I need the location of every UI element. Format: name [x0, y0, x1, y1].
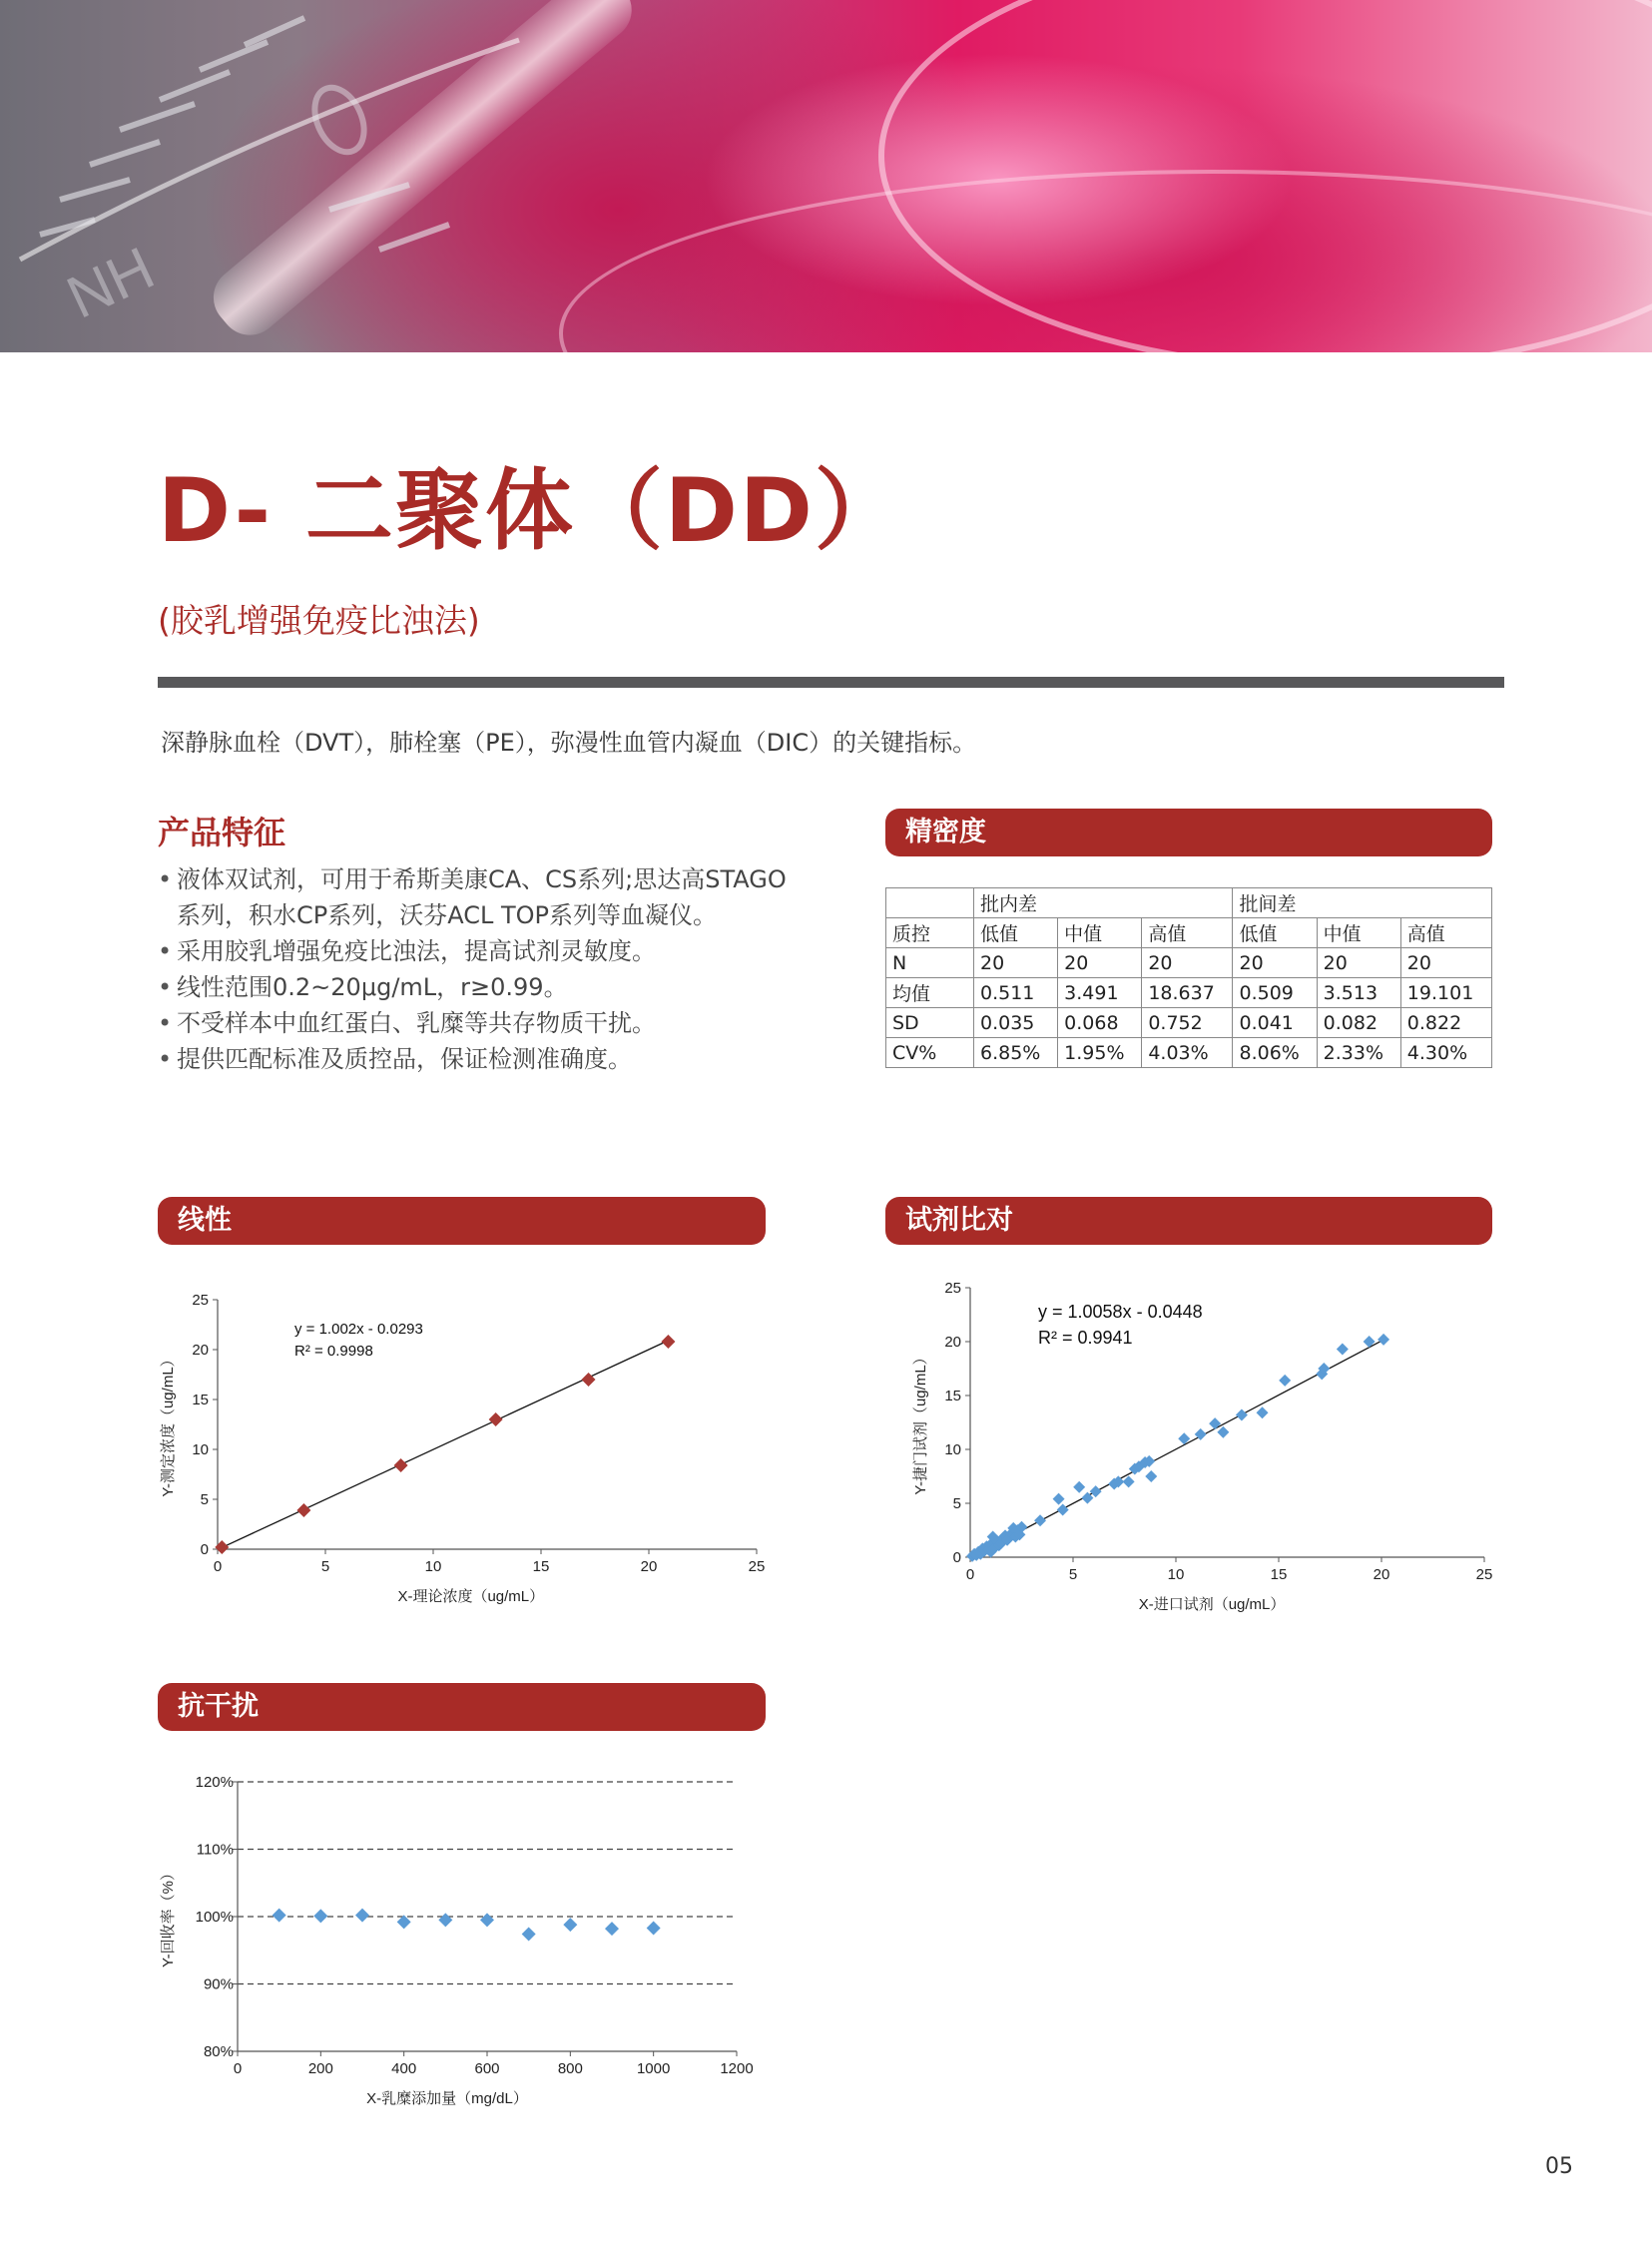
table-cell: 6.85%	[974, 1038, 1058, 1068]
data-point	[480, 1913, 494, 1927]
equation-label: y = 1.002x - 0.0293	[294, 1321, 423, 1338]
x-tick-label: 0	[213, 1558, 223, 1575]
x-tick-label: 600	[474, 2060, 500, 2077]
linearity-chart	[150, 1278, 769, 1627]
y-tick-label: 10	[944, 1441, 961, 1458]
equation-label: y = 1.0058x - 0.0448	[1038, 1302, 1203, 1322]
page-number: 05	[1545, 2154, 1573, 2179]
table-cell: 3.491	[1058, 978, 1142, 1008]
table-cell: 20	[1317, 948, 1400, 978]
table-cell: 0.822	[1400, 1008, 1491, 1038]
list-item: • 液体双试剂，可用于希斯美康CA、CS系列;思达高STAGO系列，积水CP系列，沃芬ACL TOP系列等血凝仪。	[158, 861, 797, 933]
data-point	[522, 1928, 536, 1942]
data-point	[1257, 1406, 1269, 1418]
table-cell: 20	[1400, 948, 1491, 978]
table-cell: 2.33%	[1317, 1038, 1400, 1068]
table-cell: 0.752	[1142, 1008, 1233, 1038]
intro-text: 深静脉血栓（DVT），肺栓塞（PE），弥漫性血管内凝血（DIC）的关键指标。	[161, 729, 977, 757]
data-point	[563, 1918, 577, 1932]
y-tick-label: 20	[944, 1334, 961, 1351]
linearity-heading: 线性	[158, 1197, 766, 1245]
y-tick-label: 5	[200, 1491, 209, 1508]
data-point	[1209, 1417, 1221, 1429]
y-tick-label: 80%	[203, 2043, 234, 2060]
y-tick-label: 15	[944, 1388, 961, 1404]
page-title: D- 二聚体（DD）	[158, 459, 904, 562]
table-cell: 0.509	[1233, 978, 1317, 1008]
table-row	[886, 1008, 1492, 1038]
y-tick-label: 5	[952, 1495, 961, 1512]
x-axis-label: X-理论浓度（ug/mL）	[397, 1588, 545, 1605]
y-axis-label: Y-回收率（%）	[160, 1866, 177, 1967]
data-point	[1145, 1470, 1157, 1482]
y-tick-label: 20	[192, 1342, 209, 1359]
data-point	[489, 1412, 503, 1426]
features-list	[158, 861, 797, 1077]
table-cell: 3.513	[1317, 978, 1400, 1008]
interference-heading: 抗干扰	[158, 1683, 766, 1731]
x-axis-label: X-乳糜添加量（mg/dL）	[366, 2090, 528, 2107]
x-tick-label: 15	[1270, 1566, 1288, 1583]
data-point	[1073, 1481, 1085, 1493]
trendline	[222, 1341, 668, 1547]
table-cell: 0.511	[974, 978, 1058, 1008]
y-tick-label: 10	[192, 1441, 209, 1458]
petri-dish	[878, 0, 1652, 352]
data-point	[1279, 1375, 1291, 1387]
comparison-chart	[878, 1268, 1497, 1637]
x-tick-label: 10	[1167, 1566, 1185, 1583]
data-point	[1217, 1426, 1229, 1438]
y-tick-label: 25	[192, 1292, 209, 1309]
x-axis-label: X-进口试剂（ug/mL）	[1138, 1596, 1286, 1613]
measurement-scale	[0, 0, 699, 352]
table-cell: CV%	[886, 1038, 974, 1068]
table-cell: 20	[1233, 948, 1317, 978]
table-row	[886, 948, 1492, 978]
table-cell	[886, 888, 974, 918]
table-cell: 批间差	[1233, 888, 1492, 918]
data-point	[355, 1909, 369, 1923]
table-cell: 批内差	[974, 888, 1233, 918]
table-cell: SD	[886, 1008, 974, 1038]
table-cell: 中值	[1058, 918, 1142, 948]
x-tick-label: 400	[391, 2060, 417, 2077]
table-cell: 0.035	[974, 1008, 1058, 1038]
table-cell: 低值	[974, 918, 1058, 948]
data-point	[1090, 1485, 1102, 1497]
table-cell: 1.95%	[1058, 1038, 1142, 1068]
table-row	[886, 888, 1492, 918]
data-point	[1034, 1514, 1046, 1526]
y-axis-label: Y-捷门试剂（ug/mL）	[912, 1350, 929, 1495]
x-tick-label: 1000	[636, 2060, 671, 2077]
data-point	[313, 1909, 327, 1923]
table-cell: 8.06%	[1233, 1038, 1317, 1068]
table-cell: 20	[1142, 948, 1233, 978]
table-cell: 4.30%	[1400, 1038, 1491, 1068]
list-item: • 提供匹配标准及质控品，保证检测准确度。	[158, 1041, 797, 1077]
precision-heading: 精密度	[885, 809, 1492, 856]
table-cell: 低值	[1233, 918, 1317, 948]
data-point	[647, 1921, 661, 1935]
scale-label: NH	[57, 234, 165, 331]
table-cell: 20	[1058, 948, 1142, 978]
x-tick-label: 200	[307, 2060, 333, 2077]
table-cell: 0.082	[1317, 1008, 1400, 1038]
y-tick-label: 0	[200, 1541, 209, 1558]
table-row	[886, 918, 1492, 948]
data-point	[438, 1913, 452, 1927]
comparison-heading: 试剂比对	[885, 1197, 1492, 1245]
table-cell: 20	[974, 948, 1058, 978]
y-tick-label: 90%	[203, 1975, 234, 1993]
list-item: • 线性范围0.2~20μg/mL，r≥0.99。	[158, 969, 797, 1005]
x-tick-label: 800	[557, 2060, 583, 2077]
data-point	[1377, 1334, 1389, 1346]
table-cell: N	[886, 948, 974, 978]
list-item: • 采用胶乳增强免疫比浊法，提高试剂灵敏度。	[158, 933, 797, 969]
data-point	[605, 1922, 619, 1936]
data-point	[1236, 1408, 1248, 1420]
y-tick-label: 110%	[196, 1841, 234, 1859]
x-tick-label: 20	[640, 1558, 658, 1575]
y-tick-label: 100%	[195, 1909, 234, 1926]
table-cell: 质控	[886, 918, 974, 948]
divider	[158, 677, 1504, 688]
data-point	[394, 1458, 408, 1472]
table-cell: 0.041	[1233, 1008, 1317, 1038]
r-squared-label: R² = 0.9998	[294, 1342, 373, 1360]
page-subtitle: (胶乳增强免疫比浊法)	[158, 601, 480, 640]
y-axis-label: Y-测定浓度（ug/mL）	[160, 1352, 177, 1497]
x-tick-label: 0	[233, 2060, 243, 2077]
r-squared-label: R² = 0.9941	[1038, 1328, 1133, 1349]
x-tick-label: 20	[1373, 1566, 1390, 1583]
table-cell: 中值	[1317, 918, 1400, 948]
list-item: • 不受样本中血红蛋白、乳糜等共存物质干扰。	[158, 1005, 797, 1041]
table-cell: 19.101	[1400, 978, 1491, 1008]
data-point	[273, 1909, 286, 1923]
x-tick-label: 25	[748, 1558, 766, 1575]
data-point	[1123, 1475, 1135, 1487]
data-point	[296, 1503, 310, 1517]
data-point	[661, 1335, 675, 1349]
table-cell: 0.068	[1058, 1008, 1142, 1038]
table-cell: 均值	[886, 978, 974, 1008]
table-row	[886, 978, 1492, 1008]
x-tick-label: 10	[424, 1558, 442, 1575]
y-tick-label: 15	[192, 1392, 209, 1408]
data-point	[1057, 1503, 1069, 1515]
y-tick-label: 120%	[195, 1774, 234, 1791]
table-row	[886, 1038, 1492, 1068]
y-tick-label: 25	[944, 1280, 961, 1297]
x-tick-label: 25	[1475, 1566, 1493, 1583]
x-tick-label: 5	[1068, 1566, 1078, 1583]
hero-image	[0, 0, 1652, 352]
x-tick-label: 0	[965, 1566, 975, 1583]
table-cell: 4.03%	[1142, 1038, 1233, 1068]
table-cell: 高值	[1142, 918, 1233, 948]
y-tick-label: 0	[952, 1549, 961, 1566]
features-heading: 产品特征	[158, 814, 286, 851]
interference-chart	[150, 1762, 789, 2111]
data-point	[1337, 1344, 1349, 1356]
x-tick-label: 5	[320, 1558, 330, 1575]
table-cell: 18.637	[1142, 978, 1233, 1008]
table-cell: 高值	[1400, 918, 1491, 948]
x-tick-label: 15	[532, 1558, 550, 1575]
x-tick-label: 1200	[720, 2060, 754, 2077]
precision-table	[885, 887, 1492, 1068]
data-point	[1053, 1493, 1065, 1505]
